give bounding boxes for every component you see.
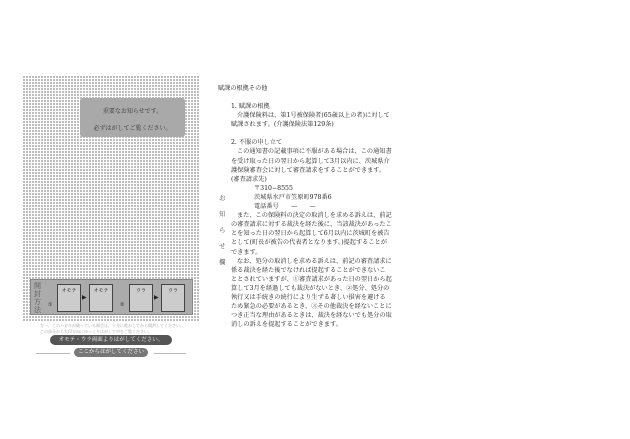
text-line: ととされていますが、①審査請求があった日の翌日から起: [231, 275, 392, 283]
side-char: ら: [219, 226, 226, 234]
notice-line: 必ずはがしてご覧ください。: [93, 125, 172, 132]
important-notice-box: [80, 98, 185, 137]
step-num: ②: [120, 302, 125, 308]
step-back-peel: [161, 284, 185, 312]
step-back: [129, 284, 153, 312]
text-line: また、この保険料の決定の取消しを求める訴えは、前記: [237, 212, 392, 220]
text-line: の審査請求に対する裁決を経た後に、当該裁決があったこ: [231, 221, 392, 229]
opening-method: [30, 279, 193, 315]
text-line: 介護保険料は、第1号被保険者(65歳以上の者)に対して: [237, 112, 390, 120]
arrow-right-icon: ▶: [82, 294, 87, 301]
arrow-right-line: [154, 353, 186, 354]
text-line: 護保険審査会に対して審査請求をすることができます。: [231, 166, 386, 174]
text-line: ため緊急の必要があるとき、③その他裁決を経ないことに: [231, 303, 392, 311]
arrow-left-line: [36, 353, 70, 354]
side-char: お: [219, 194, 226, 202]
text-line: なお、処分の取消しを求める訴えは、前記の審査請求に: [237, 257, 392, 265]
footnote-line: 万一、このハガキが破っている場合は、十分に乾かしてから開封してください。: [40, 323, 184, 328]
text-line: つき正当な理由があるときは、裁決を経ないでも処分の取: [231, 312, 392, 320]
notice-line: 重要なお知らせです。: [102, 108, 163, 115]
section-1-heading: 1. 賦課の根拠: [231, 103, 270, 111]
side-char: せ: [219, 242, 226, 250]
text-line: (審査請求先): [231, 175, 267, 183]
method-label: 開封方法: [34, 282, 41, 314]
section-2-heading: 2. 不服の申し立て: [231, 139, 283, 147]
text-line: 賦課されます。(介護保険法第129条): [231, 121, 334, 129]
step-label: ウラ: [135, 288, 146, 294]
step-front: [57, 284, 81, 312]
address-line: 茨城県水戸市笠原町978番6: [254, 193, 332, 201]
text-line: とを知った日の翌日から起算して6月以内に茨城町を被告: [231, 230, 390, 238]
text-line: この通知書の記載事項に不服がある場合は、この通知書: [237, 148, 392, 156]
step-num: ①: [48, 302, 53, 308]
phone-line: 電話番号 — —: [254, 203, 316, 211]
doc-title: 賦課の根拠その他: [218, 85, 268, 92]
document-body: [218, 84, 392, 329]
text-line: できます。: [231, 248, 262, 256]
side-char: 欄: [219, 258, 226, 266]
text-line: 消しの訴えを提起することができます。: [231, 321, 342, 329]
address-line: 〒310−8555: [254, 184, 293, 192]
text-line: 執行又は手続きの続行により生ずる著しい損害を避ける: [231, 293, 386, 301]
arrow-right-icon: ▶: [154, 294, 159, 301]
side-char: 知: [219, 210, 226, 218]
step-front-peel: [89, 284, 113, 312]
step-label: オモテ: [61, 288, 77, 294]
step-label: オモテ: [93, 288, 109, 294]
peel-both-label: オモテ・ウラ両面よりはがしてください。: [50, 335, 172, 345]
text-line: を受け取った日の翌日から起算して3月以内に、茨城県介: [231, 157, 390, 165]
footnote-line: この部分から矢印方向にゆっくりはがして中をご覧ください。: [40, 328, 152, 334]
text-line: として(町長が被告の代表者となります。)提起することが: [231, 239, 387, 247]
footnote: [40, 323, 184, 334]
peel-flap[interactable]: [22, 76, 199, 322]
text-line: 係る裁決を経た後でなければ提起することができないこ: [231, 266, 386, 274]
peel-here-label: ここからはがしてください: [74, 348, 148, 357]
text-line: 算して3月を経過しても裁決がないとき、②処分、処分の: [231, 284, 390, 292]
step-label: ウラ: [167, 288, 178, 294]
